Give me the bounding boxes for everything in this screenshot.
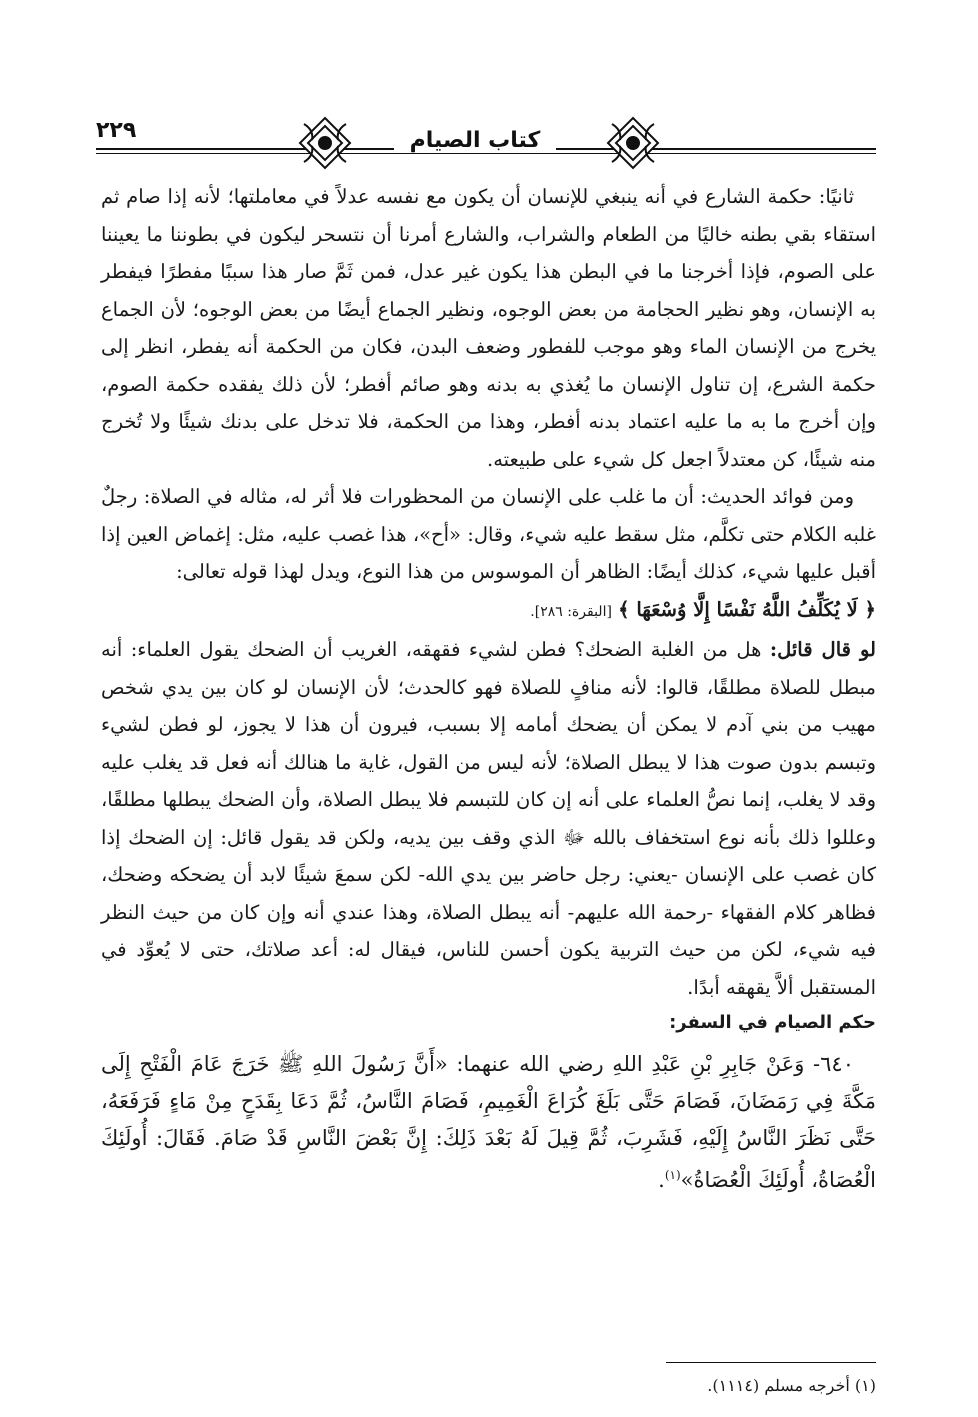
paragraph-benefits: ومن فوائد الحديث: أن ما غلب على الإنسان من المحظورات فلا أثر له، مثاله في الصلاة: رجلٌ غلبه الكلام حتى تكلَّم، مثل سقط عليه شيء، وقال: «أح»، هذا غصب عليه، مثل: إغماض العين إذا أقبل عليها شيء، كذلك أيضًا: الظاهر أن الموسوس من هذا النوع، ويدل لهذا قوله تعالى: bbox=[101, 485, 876, 583]
footnote: (١) أخرجه مسلم (١١١٤). bbox=[707, 1376, 876, 1395]
chapter-title: كتاب الصيام bbox=[394, 128, 556, 153]
footnote-rule bbox=[666, 1362, 876, 1363]
section-heading: حكم الصيام في السفر: bbox=[669, 1012, 876, 1033]
quran-verse: ﴿ لَا يُكَلِّفُ اللَّهُ نَفْسًا إِلَّا وُسْعَهَا ﴾ bbox=[618, 597, 876, 621]
hadith-body: ٦٤٠- وَعَنْ جَابِرِ بْنِ عَبْدِ اللهِ رضي الله عنهما: «أَنَّ رَسُولَ اللهِ ﷺ خَرَجَ عَامَ الْفَتْحِ إِلَى مَكَّةَ فِي رَمَضَانَ، فَصَامَ حَتَّى بَلَغَ كُرَاعَ الْغَمِيمِ، فَصَامَ النَّاسُ، ثُمَّ دَعَا بِقَدَحٍ مِنْ مَاءٍ فَرَفَعَهُ، حَتَّى نَظَرَ النَّاسُ إِلَيْهِ، فَشَرِبَ، ثُمَّ قِيلَ لَهُ بَعْدَ ذَلِكَ: إِنَّ بَعْضَ النَّاسِ قَدْ صَامَ. فَقَالَ: أُولَئِكَ الْعُصَاةُ، أُولَئِكَ الْعُصَاةُ» bbox=[101, 1052, 876, 1192]
page-header bbox=[96, 112, 876, 172]
ornament-left-icon bbox=[292, 114, 358, 172]
paragraph-laughter bbox=[101, 631, 876, 1006]
ornament-right-icon bbox=[600, 114, 666, 172]
paragraph-laughter-text: هل من الغلبة الضحك؟ فطن لشيء فقهقه، الغريب أن الضحك يقول العلماء: أنه مبطل للصلاة مطلقًا، قالوا: لأنه منافٍ للصلاة فهو كالحدث؛ لأن الإنسان لو كان بين يدي شخص مهيب من بني آدم لا يمكن أن يضحك أمامه إلا بسبب، فيرون أن هذا لا يجوز، لو فطن لشيء وتبسم بدون صوت هذا لا يبطل الصلاة؛ لأنه ليس من القول، غاية ما هنالك أنه فعل قد يغلب عليه وقد لا يغلب، إنما نصُّ العلماء على أنه إن كان للتبسم فلا يبطل الصلاة، وأن الضحك يبطلها مطلقًا، وعللوا ذلك بأنه نوع استخفاف بالله ﷻ الذي وقف بين يديه، ولكن قد يقول قائل: إن الضحك إذا كان غصب على الإنسان -يعني: رجل حاضر بين يدي الله- لكن سمعَ شيئًا لابد أن يضحكه وضحك، فظاهر كلام الفقهاء -رحمة الله عليهم- أنه يبطل الصلاة، وهذا عندي أنه وإن كان من حيث النظر فيه شيء، لكن من حيث التربية يكون أحسن للناس، فيقال له: أعد صلاتك، حتى لا يُعوِّد في المستقبل ألاَّ يقهقه أبدًا. bbox=[101, 638, 876, 999]
header-rule-thin bbox=[96, 153, 876, 154]
verse-reference: [البقرة: ٢٨٦]. bbox=[530, 603, 612, 620]
question-lead: لو قال قائل: bbox=[769, 638, 877, 661]
hadith-end: . bbox=[658, 1168, 665, 1192]
main-text bbox=[101, 178, 876, 1199]
page-number: ٢٢٩ bbox=[96, 118, 137, 143]
hadith-text bbox=[101, 1046, 876, 1199]
quran-verse-line bbox=[101, 591, 876, 632]
footnote-marker: (١) bbox=[664, 1168, 681, 1182]
paragraph-wisdom: ثانيًا: حكمة الشارع في أنه ينبغي للإنسان أن يكون مع نفسه عدلاً في معاملتها؛ لأنه إذا صام ثم استقاء بقي بطنه خاليًا من الطعام والشراب، والشارع أمرنا أن نتسحر ليكون في بطوننا ما يعيننا على الصوم، فإذا أخرجنا ما في البطن هذا يكون غير عدل، فمن ثَمَّ صار هذا سببًا مفطرًا فيفطر به الإنسان، وهو نظير الحجامة من بعض الوجوه، ونظير الجماع أيضًا من بعض الوجوه؛ لأن الجماع يخرج من الإنسان الماء وهو موجب للفطور وضعف البدن، فكان من الحكمة أنه يفطر، انظر إلى حكمة الشرع، إن تناول الإنسان ما يُغذي به بدنه وهو صائم أفطر؛ لأن ذلك يفقده حكمة الصوم، وإن أخرج ما به ما عليه اعتماد بدنه أفطر، وهذا من الحكمة، فلا تدخل على بدنك شيئًا ولا تُخرج منه شيئًا، كن معتدلاً اجعل كل شيء على طبيعته. bbox=[101, 185, 876, 471]
